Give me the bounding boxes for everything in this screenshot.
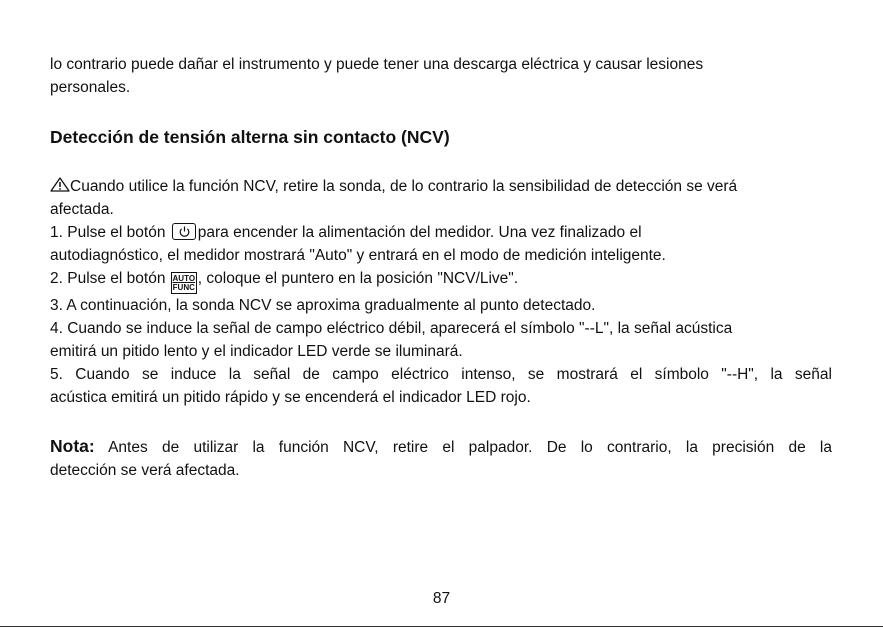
note-cont (50, 459, 832, 482)
section-heading: Detección de tensión alterna sin contacto (NCV) (50, 127, 450, 147)
note-paragraph (50, 435, 832, 459)
warning-line-1: Cuando utilice la función NCV, retire la sonda, de lo contrario la sensibilidad de detección se verá (70, 178, 738, 195)
step-5-cont (50, 386, 832, 409)
step-4-line-1: 4. Cuando se induce la señal de campo eléctrico débil, aparecerá el símbolo "--L", la señal acústica (50, 320, 733, 337)
page-number: 87 (432, 590, 451, 607)
warning-paragraph (50, 175, 832, 221)
note-line-2: detección se verá afectada. (50, 462, 240, 479)
note-label: Nota: (50, 436, 95, 456)
warning-line-2: afectada. (50, 201, 114, 218)
step-5 (50, 363, 832, 386)
intro-paragraph (50, 53, 832, 99)
step-5-line-1: 5. Cuando se induce la señal de campo eléctrico intenso, se mostrará el símbolo "--H", la señal (50, 366, 832, 383)
page-content (50, 53, 832, 482)
step-4-line-2: emitirá un pitido lento y el indicador LED verde se iluminará. (50, 343, 463, 360)
note-line-1: Antes de utilizar la función NCV, retire el palpador. De lo contrario, la precisión de la (94, 439, 832, 456)
step-1-line-2: autodiagnóstico, el medidor mostrará "Auto" y entrará en el modo de medición inteligente. (50, 247, 666, 264)
step-1-after: para encender la alimentación del medidor. Una vez finalizado el (197, 224, 642, 241)
auto-func-top-label: AUTO (172, 274, 196, 283)
step-4 (50, 317, 832, 363)
power-button-icon (172, 223, 196, 240)
step-1-before: 1. Pulse el botón (50, 224, 170, 241)
warning-triangle-icon (50, 176, 70, 191)
auto-func-button-icon (171, 272, 197, 294)
step-2-after: , coloque el puntero en la posición "NCV/Live". (197, 270, 519, 287)
intro-line-2: personales. (50, 79, 131, 96)
step-1 (50, 221, 832, 267)
intro-line-1: lo contrario puede dañar el instrumento y puede tener una descarga eléctrica y causar lesiones (50, 56, 704, 73)
step-3: 3. A continuación, la sonda NCV se aproxima gradualmente al punto detectado. (50, 297, 596, 314)
step-2-before: 2. Pulse el botón (50, 270, 170, 287)
step-2 (50, 267, 832, 294)
step-5-line-2: acústica emitirá un pitido rápido y se encenderá el indicador LED rojo. (50, 389, 531, 406)
auto-func-bottom-label: FUNC (172, 283, 195, 292)
bottom-divider (0, 626, 883, 627)
